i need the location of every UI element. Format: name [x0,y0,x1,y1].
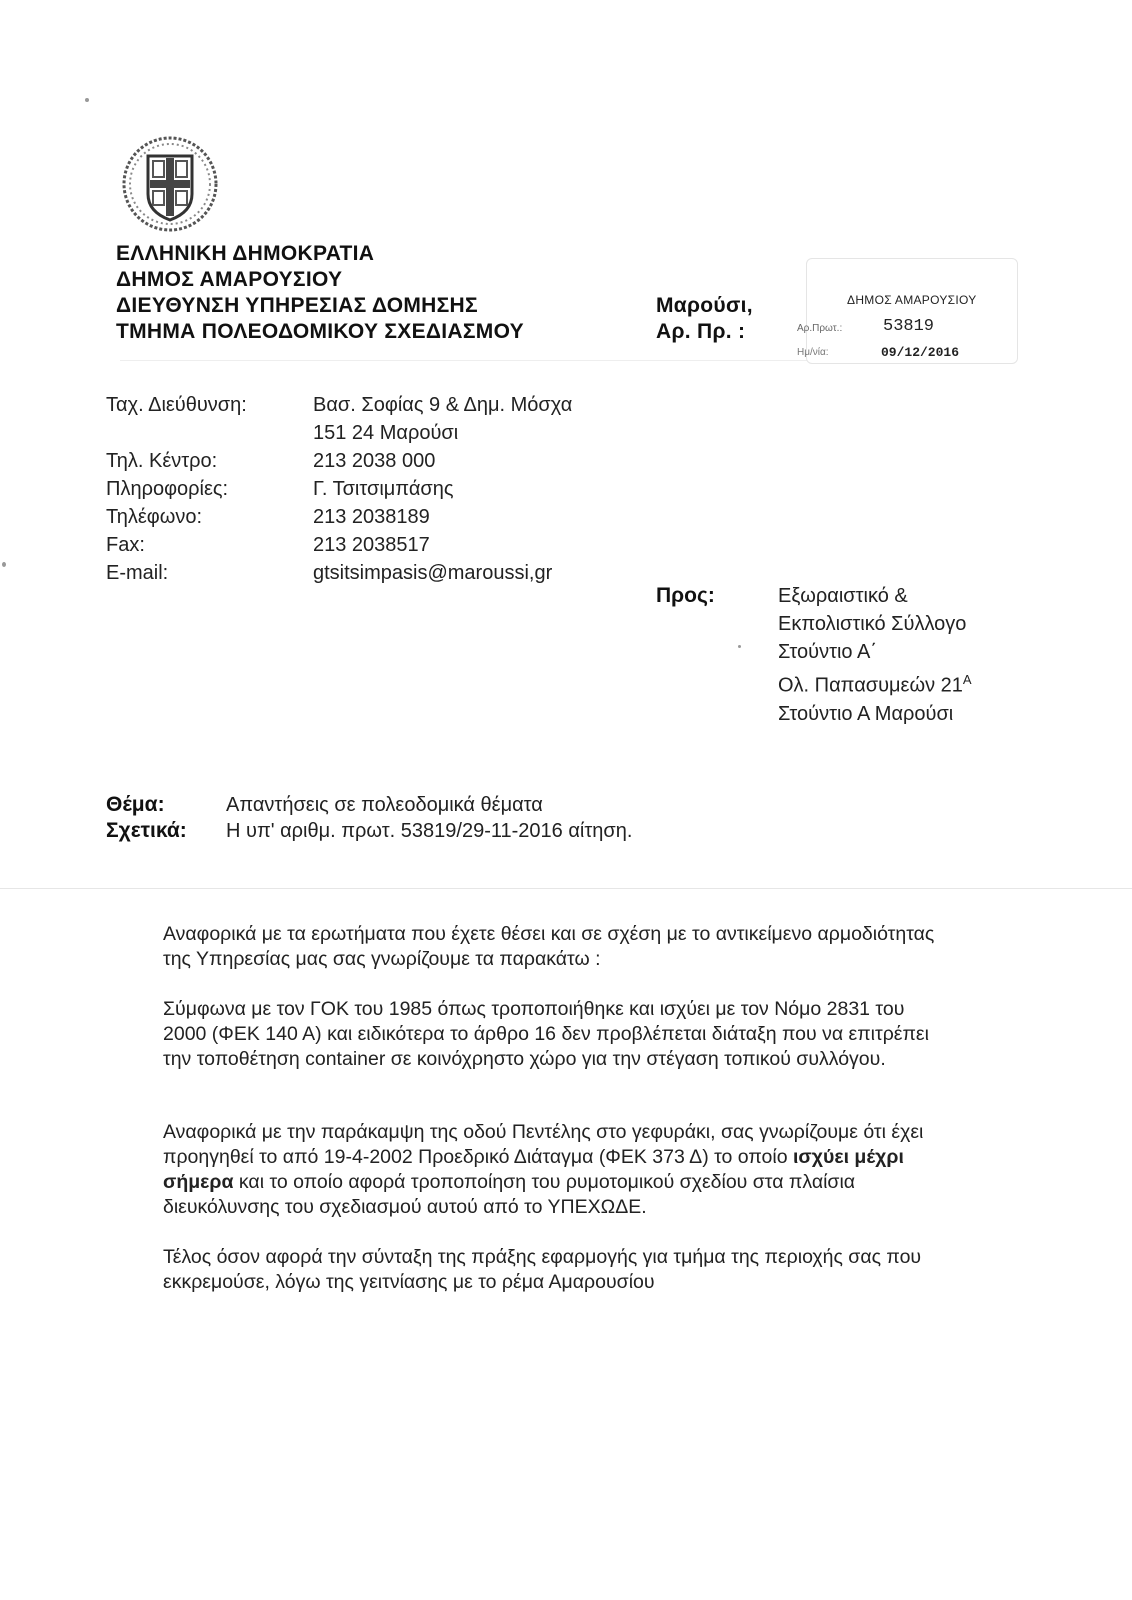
contact-values [313,391,653,587]
address-line2: 151 24 Μαρούσι [313,422,459,444]
stamp-protocol-number: 53819 [883,317,935,336]
header-line-republic: ΕΛΛΗΝΙΚΗ ΔΗΜΟΚΡΑΤΙΑ [116,242,375,265]
related-label: Σχετικά: [106,819,187,842]
address-line1: Βασ. Σοφίας 9 & Δημ. Μόσχα [313,394,573,416]
scan-speck [738,645,741,648]
subject-label: Θέμα: [106,793,165,816]
fax-value: 213 2038517 [313,534,430,556]
stamp-date-label: Ημ/νία: [797,347,829,358]
body-paragraph-3-emphasis: ισχύει μέχρι σήμερα [163,1146,904,1193]
email-label: E-mail: [106,562,169,584]
stamp-title: ΔΗΜΟΣ ΑΜΑΡΟΥΣΙΟΥ [847,293,977,307]
recipient-street: Ολ. Παπασυμεών 21 [778,674,963,697]
recipient-line1: Εξωραιστικό & [778,585,908,607]
recipient-line5: Στούντιο Α Μαρούσι [778,702,954,725]
header-line-department: ΤΜΗΜΑ ΠΟΛΕΟΔΟΜΙΚΟΥ ΣΧΕΔΙΑΣΜΟΥ [116,320,524,343]
phone-center-label: Τηλ. Κέντρο: [106,450,218,472]
email-value[interactable]: gtsitsimpasis@maroussi,gr [313,562,553,584]
recipient-line4 [778,666,1078,700]
stamp-date: 09/12/2016 [881,345,960,360]
coat-of-arms-emblem [118,132,222,241]
related-text: Η υπ' αριθμ. πρωτ. 53819/29-11-2016 αίτηση. [226,820,633,842]
scan-speck [2,562,6,567]
contact-labels [106,391,306,587]
body-paragraph-3 [163,1120,953,1220]
recipient-line2: Εκπολιστικό Σύλλογο [778,613,967,635]
body-paragraph-2: Σύμφωνα με τον ΓΟΚ του 1985 όπως τροποποιήθηκε και ισχύει με τον Νόμο 2831 του 2000 (ΦΕΚ 140 Α) και ειδικότερα το άρθρο 16 δεν προβλέπεται διάταξη που να επιτρέπει την τοποθέτηση container σε κοινόχρηστο χώρο για την στέγαση τοπικού συλλόγου. [163,998,929,1070]
place-date-block [656,293,753,345]
header-line-municipality: ΔΗΜΟΣ ΑΜΑΡΟΥΣΙΟΥ [116,268,343,291]
info-label: Πληροφορίες: [106,478,229,500]
header-block [116,241,524,345]
body-paragraph-4: Τέλος όσον αφορά την σύνταξη της πράξης εφαρμογής για τμήμα της περιοχής σας που εκκρεμούσε, λόγω της γειτνίασης με το ρέμα Αμαρουσίου [163,1246,922,1293]
header-line-directorate: ΔΙΕΥΘΥΝΣΗ ΥΠΗΡΕΣΙΑΣ ΔΟΜΗΣΗΣ [116,294,478,317]
body-paragraph-1: Αναφορικά με τα ερωτήματα που έχετε θέσει και σε σχέση με το αντικείμενο αρμοδιότητας της Υπηρεσίας μας σας γνωρίζουμε τα παρακάτω : [163,923,935,970]
phone-value: 213 2038189 [313,506,430,528]
recipient-street-suffix: Α [962,672,972,687]
subject-text: Απαντήσεις σε πολεοδομικά θέματα [226,794,543,816]
body-paragraph-3-start: Αναφορικά με την παράκαμψη της οδού Πεντέλης στο γεφυράκι, σας γνωρίζουμε ότι έχει προηγηθεί το από 19-4-2002 Προεδρικό Διάταγμα (ΦΕΚ 373 Δ) το οποίο [163,1121,924,1168]
stamp-protocol-label: Αρ.Πρωτ.: [797,323,843,334]
address-label: Ταχ. Διεύθυνση: [106,394,247,416]
subject-block [106,792,632,844]
page-fold-line [0,888,1132,889]
protocol-label: Αρ. Πρ. : [656,320,746,343]
letter-body [163,922,953,1295]
scan-speck [85,98,89,102]
protocol-stamp [797,258,1018,364]
phone-label: Τηλέφωνο: [106,506,203,528]
recipient-label: Προς: [656,584,715,607]
fax-label: Fax: [106,534,145,556]
body-paragraph-3-end: και το οποίο αφορά τροποποίηση του ρυμοτομικού σχεδίου στα πλαίσια διευκόλυνσης του σχεδιασμού αυτού από το ΥΠΕΧΩΔΕ. [163,1171,856,1218]
phone-center-value: 213 2038 000 [313,450,436,472]
recipient-line3: Στούντιο Α΄ [778,641,878,663]
recipient-block [778,582,1078,728]
place-label: Μαρούσι, [656,294,753,317]
info-value: Γ. Τσιτσιμπάσης [313,478,454,500]
